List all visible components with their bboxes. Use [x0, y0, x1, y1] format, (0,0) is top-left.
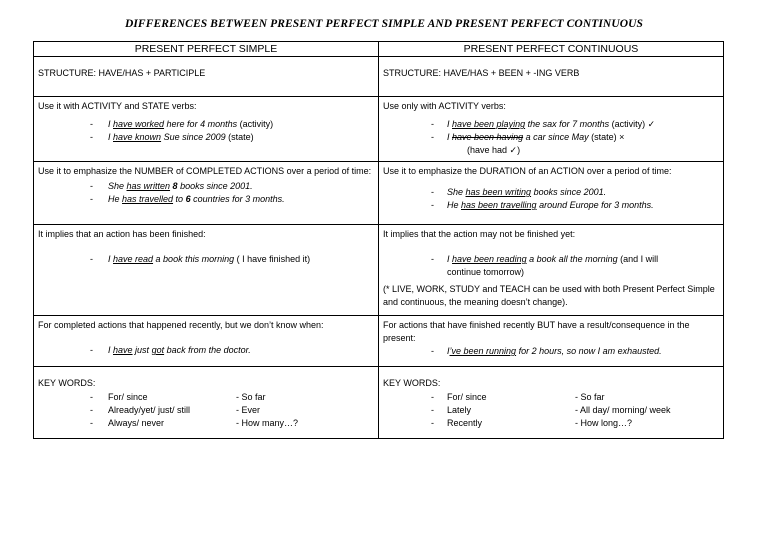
list-item: - For/ since - So far: [383, 391, 719, 404]
list-item: - I have been having a car since May (state) ×: [383, 131, 719, 144]
list-item: - Recently - How long…?: [383, 417, 719, 430]
keywords-row: [34, 367, 724, 439]
recent-simple-cell: [34, 316, 379, 367]
footnote: (* LIVE, WORK, STUDY and TEACH can be used with both Present Perfect Simple and continuous, the meaning doesn’t change).: [383, 284, 715, 307]
recent-row: [34, 316, 724, 367]
page-title: DIFFERENCES BETWEEN PRESENT PERFECT SIMPLE AND PRESENT PERFECT CONTINUOUS: [124, 18, 644, 30]
verbs-simple-intro: Use it with ACTIVITY and STATE verbs:: [38, 101, 197, 111]
list-item: - She has been writing books since 2001.: [383, 186, 719, 199]
comparison-table: [33, 41, 724, 439]
list-item: - Already/yet/ just/ still - Ever: [38, 404, 374, 417]
list-item: - He has been travelling around Europe for 3 months.: [383, 199, 719, 212]
recent-simple-intro: For completed actions that happened recently, but we don’t know when:: [38, 320, 324, 330]
keywords-simple-cell: [34, 367, 379, 439]
keywords-simple-label: KEY WORDS:: [38, 378, 96, 388]
verbs-continuous-intro: Use only with ACTIVITY verbs:: [383, 101, 506, 111]
structure-simple: STRUCTURE: HAVE/HAS + PARTICIPLE: [34, 57, 379, 97]
finished-simple-cell: [34, 225, 379, 316]
list-item: - Always/ never - How many…?: [38, 417, 374, 430]
list-item: - I’ve been running for 2 hours, so now I am exhausted.: [383, 345, 719, 358]
finished-simple-intro: It implies that an action has been finished:: [38, 229, 206, 239]
number-simple-intro: Use it to emphasize the NUMBER of COMPLETED ACTIONS over a period of time:: [38, 166, 372, 176]
duration-continuous-intro: Use it to emphasize the DURATION of an ACTION over a period of time:: [383, 166, 672, 176]
unfinished-continuous-cell: [379, 225, 724, 316]
verbs-row: [34, 97, 724, 162]
keywords-continuous-label: KEY WORDS:: [383, 378, 441, 388]
number-duration-row: [34, 162, 724, 225]
list-item: - I have known Sue since 2009 (state): [38, 131, 374, 144]
header-simple: PRESENT PERFECT SIMPLE: [34, 42, 379, 57]
correction-note: (have had ✓): [467, 145, 521, 155]
verbs-simple-cell: [34, 97, 379, 162]
list-item: - I have worked here for 4 months (activity): [38, 118, 374, 131]
list-item: - She has written 8 books since 2001.: [38, 180, 374, 193]
list-item: - He has travelled to 6 countries for 3 months.: [38, 193, 374, 206]
list-item: - I have been reading a book all the morning (and I will: [383, 253, 719, 266]
recent-continuous-intro: For actions that have finished recently BUT have a result/consequence in the present:: [383, 320, 690, 343]
header-continuous: PRESENT PERFECT CONTINUOUS: [379, 42, 724, 57]
recent-continuous-cell: [379, 316, 724, 367]
list-item: - For/ since - So far: [38, 391, 374, 404]
finished-row: [34, 225, 724, 316]
unfinished-continuation: continue tomorrow): [447, 267, 525, 277]
header-row: [34, 42, 724, 57]
list-item: - I have read a book this morning ( I have finished it): [38, 253, 374, 266]
number-simple-cell: [34, 162, 379, 225]
list-item: - I have just got back from the doctor.: [38, 344, 374, 357]
list-item: - Lately - All day/ morning/ week: [383, 404, 719, 417]
unfinished-continuous-intro: It implies that the action may not be finished yet:: [383, 229, 576, 239]
structure-row: [34, 57, 724, 97]
duration-continuous-cell: [379, 162, 724, 225]
verbs-continuous-cell: [379, 97, 724, 162]
list-item: - I have been playing the sax for 7 months (activity) ✓: [383, 118, 719, 131]
keywords-continuous-cell: [379, 367, 724, 439]
structure-continuous: STRUCTURE: HAVE/HAS + BEEN + -ING VERB: [379, 57, 724, 97]
